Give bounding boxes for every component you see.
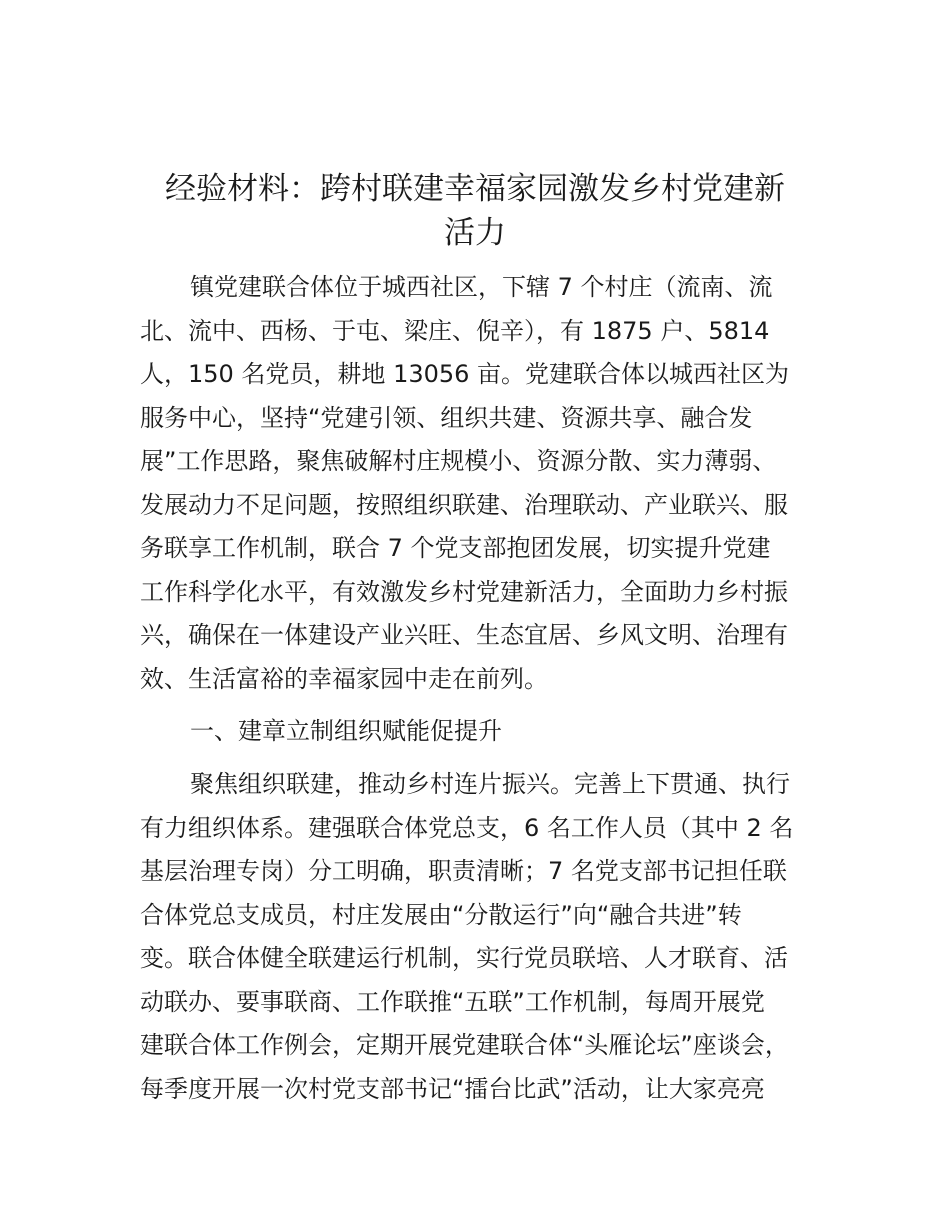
paragraph-1-line-10: 效、生活富裕的幸福家园中走在前列。 — [140, 665, 548, 693]
paragraph-1-line-1: 镇党建联合体位于城西社区，下辖 7 个村庄（流南、流 — [190, 273, 773, 301]
paragraph-2-line-1: 聚焦组织联建，推动乡村连片振兴。完善上下贯通、执行 — [190, 770, 790, 798]
paragraph-2-line-3: 基层治理专岗）分工明确，职责清晰；7 名党支部书记担任联 — [140, 857, 787, 885]
paragraph-1-line-5: 展”工作思路，聚焦破解村庄规模小、资源分散、实力薄弱、 — [140, 447, 777, 475]
paragraph-2-line-7: 建联合体工作例会，定期开展党建联合体“头雁论坛”座谈会， — [140, 1031, 789, 1059]
paragraph-1-line-8: 工作科学化水平，有效激发乡村党建新活力，全面助力乡村振 — [140, 578, 788, 606]
paragraph-1-line-4: 服务中心，坚持“党建引领、组织共建、资源共享、融合发 — [140, 404, 753, 432]
document-title-line-2: 活力 — [444, 215, 506, 251]
paragraph-1-line-9: 兴，确保在一体建设产业兴旺、生态宜居、乡风文明、治理有 — [140, 621, 788, 649]
paragraph-2-line-8: 每季度开展一次村党支部书记“擂台比武”活动，让大家亮亮 — [140, 1075, 765, 1103]
paragraph-2-line-2: 有力组织体系。建强联合体党总支，6 名工作人员（其中 2 名 — [140, 814, 794, 842]
section-heading-1: 一、建章立制组织赋能促提升 — [190, 717, 502, 745]
paragraph-1-line-6: 发展动力不足问题，按照组织联建、治理联动、产业联兴、服 — [140, 491, 788, 519]
document-title-line-1: 经验材料：跨村联建幸福家园激发乡村党建新 — [165, 171, 785, 207]
paragraph-1-line-7: 务联享工作机制，联合 7 个党支部抱团发展，切实提升党建 — [140, 534, 771, 562]
paragraph-1-line-3: 人，150 名党员，耕地 13056 亩。党建联合体以城西社区为 — [140, 360, 790, 388]
paragraph-2-line-4: 合体党总支成员，村庄发展由“分散运行”向“融合共进”转 — [140, 901, 742, 929]
paragraph-2-line-5: 变。联合体健全联建运行机制，实行党员联培、人才联育、活 — [140, 944, 788, 972]
paragraph-2-line-6: 动联办、要事联商、工作联推“五联”工作机制，每周开展党 — [140, 988, 765, 1016]
paragraph-1-line-2: 北、流中、西杨、于屯、梁庄、倪辛），有 1875 户、5814 — [140, 317, 770, 345]
